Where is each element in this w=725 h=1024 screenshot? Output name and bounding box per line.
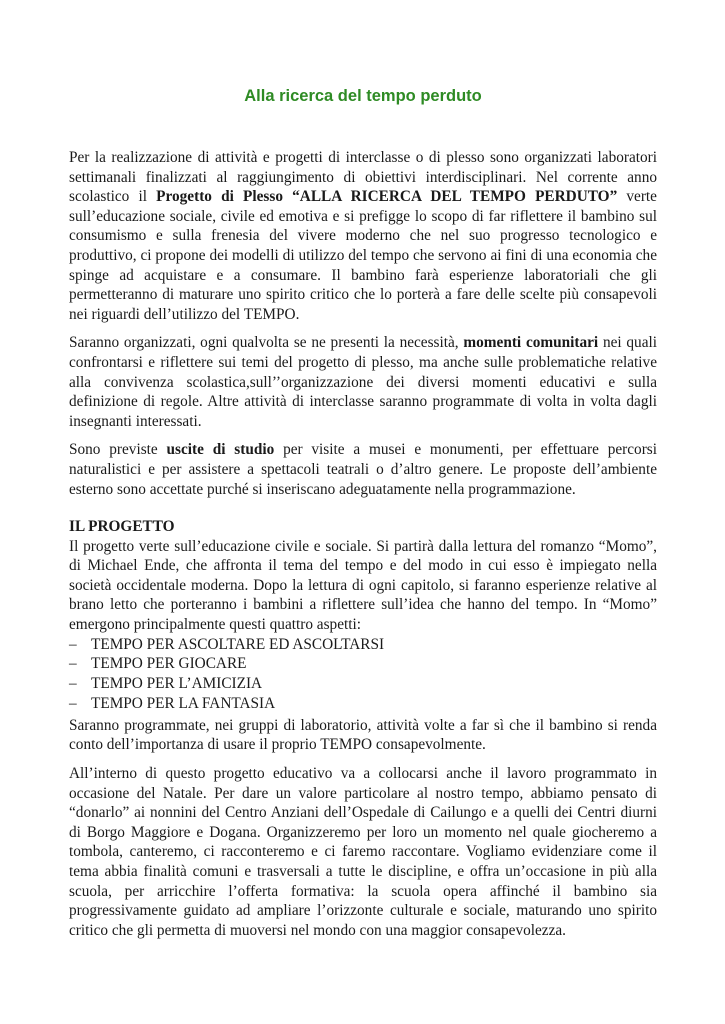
paragraph-intro xyxy=(69,148,657,324)
list-dash: – xyxy=(69,655,77,673)
paragraph-outings-text-1: Sono previste xyxy=(69,441,167,459)
list-item-text: TEMPO PER GIOCARE xyxy=(91,655,247,673)
list-item xyxy=(69,694,657,714)
list-item xyxy=(69,654,657,674)
paragraph-community-text-1: Saranno organizzati, ogni qualvolta se ne presenti la necessità, xyxy=(69,334,464,352)
paragraph-community-text-2: nei quali confrontarsi e riflettere sui temi del progetto di plesso, ma anche sulle problematiche relative alla convivenza scolastica,sull’’organizzazione dei diversi momenti educativi e sulla definizione di regole. Altre attività di interclasse saranno programmate di volta in volta dagli insegnanti interessati. xyxy=(69,334,657,430)
list-dash: – xyxy=(69,695,77,713)
list-dash: – xyxy=(69,675,77,693)
paragraph-intro-bold: Progetto di Plesso “ALLA RICERCA DEL TEMPO PERDUTO” xyxy=(156,188,618,206)
paragraph-activities: Saranno programmate, nei gruppi di laboratorio, attività volte a far sì che il bambino si renda conto dell’importanza di usare il proprio TEMPO consapevolmente. xyxy=(69,716,657,754)
document-title: Alla ricerca del tempo perduto xyxy=(244,87,482,105)
paragraph-intro-text-2: verte sull’educazione sociale, civile ed emotiva e si prefigge lo scopo di far riflettere il bambino sul consumismo e sulla frenesia del vivere moderno che nel suo progresso tecnologico e produttivo, ci propone dei modelli di utilizzo del tempo che servono ai fini di una economia che spinge ad acquistare e a consumare. Il bambino farà esperienze laboratoriali che gli permetteranno di maturare uno spirito critico che lo porterà a fare delle scelte più consapevoli nei riguardi dell’utilizzo del TEMPO. xyxy=(69,188,657,323)
section-heading: IL PROGETTO xyxy=(69,518,175,536)
paragraph-community xyxy=(69,333,657,431)
paragraph-project: Il progetto verte sull’educazione civile e sociale. Si partirà dalla lettura del romanzo “Momo”, di Michael Ende, che affronta il tema del tempo e del modo in cui esso è impiegato nella società occidentale moderna. Dopo la lettura di ogni capitolo, si faranno esperienze relative al brano letto che porteranno i bambini a riflettere sull’idea che hanno del tempo. In “Momo” emergono principalmente questi quattro aspetti: xyxy=(69,537,657,634)
paragraph-outings-bold: uscite di studio xyxy=(166,441,275,459)
list-item-text: TEMPO PER ASCOLTARE ED ASCOLTARSI xyxy=(91,635,385,653)
list-item-text: TEMPO PER L’AMICIZIA xyxy=(91,675,263,693)
paragraph-outings-text-2: per visite a musei e monumenti, per effettuare percorsi naturalistici e per assistere a spettacoli teatrali o d’altro genere. Le proposte dell’ambiente esterno sono accettate purché si inseriscano adeguatamente nella programmazione. xyxy=(69,441,657,498)
paragraph-christmas: All’interno di questo progetto educativo va a collocarsi anche il lavoro programmato in occasione del Natale. Per dare un valore particolare al nostro tempo, abbiamo pensato di “donarlo” ai nonnini del Centro Anziani dell’Ospedale di Cailungo e a quelli dei Centri diurni di Borgo Maggiore e Dogana. Organizzeremo per loro un momento nel quale giocheremo a tombola, canteremo, ci racconteremo e ci faremo raccontare. Vogliamo evidenziare come il tema abbia finalità comuni e trasversali a tutte le discipline, e offra un’occasione in più alla scuola, per arricchire l’offerta formativa: la scuola opera affinché il bambino sia progressivamente guidato ad ampliare l’orizzonte culturale e sociale, maturando uno spirito critico che gli permetta di muoversi nel mondo con una maggior consapevolezza. xyxy=(69,765,657,939)
paragraph-intro-text-1: Per la realizzazione di attività e progetti di interclasse o di plesso sono organizzati laboratori settimanali finalizzati al raggiungimento di obiettivi interdisciplinari. Nel corrente anno scolastico il xyxy=(69,149,657,206)
list-item-text: TEMPO PER LA FANTASIA xyxy=(91,695,276,713)
paragraph-outings xyxy=(69,440,657,499)
list-item xyxy=(69,674,657,694)
list-item xyxy=(69,635,657,655)
paragraph-community-bold: momenti comunitari xyxy=(463,334,599,352)
aspects-list xyxy=(69,635,657,714)
list-dash: – xyxy=(69,635,77,653)
